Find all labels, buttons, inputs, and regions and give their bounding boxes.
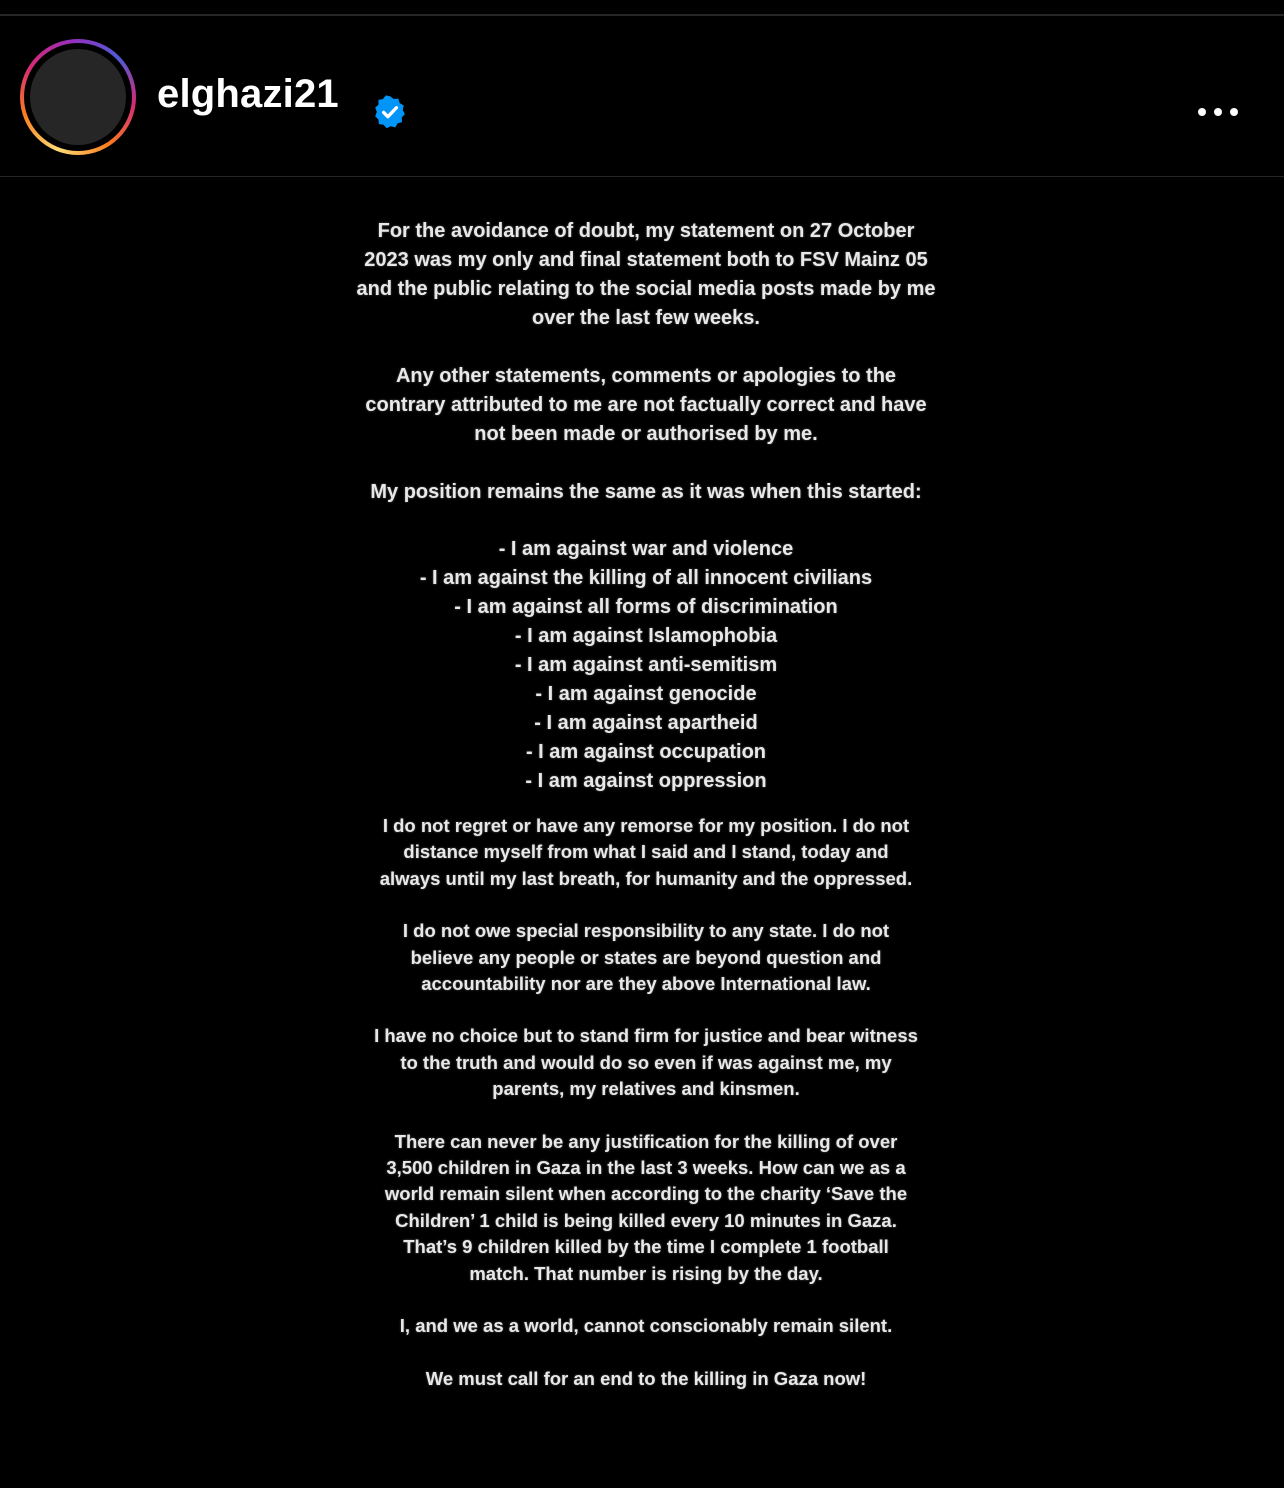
- statement-closing: We must call for an end to the killing in Gaza now!: [425, 1367, 867, 1389]
- more-options-button[interactable]: [1186, 94, 1250, 130]
- position-item: - I am against oppression: [525, 770, 767, 792]
- avatar[interactable]: [30, 49, 126, 145]
- post-header: [0, 16, 1284, 176]
- position-item: - I am against occupation: [525, 741, 767, 763]
- avatar-gap: [24, 43, 132, 151]
- post-image[interactable]: [0, 177, 1284, 1488]
- more-horizontal-icon-dot: [1230, 108, 1238, 116]
- position-item: - I am against genocide: [535, 683, 757, 705]
- statement-paragraph: Any other statements, comments or apologies to the contrary attributed to me are not factually correct and have not been made or authorised by me.: [365, 365, 927, 445]
- position-list: [292, 535, 1000, 796]
- statement-paragraph: I have no choice but to stand firm for justice and bear witness to the truth and would do so even if was against me, my parents, my relatives and kinsmen.: [374, 1025, 918, 1100]
- statement-paragraph: I do not owe special responsibility to any state. I do not believe any people or states are beyond question and accountability nor are they above International law.: [402, 920, 890, 995]
- position-item: - I am against anti-semitism: [514, 654, 778, 676]
- username-link[interactable]: elghazi21: [157, 72, 339, 116]
- more-horizontal-icon-dot: [1214, 108, 1222, 116]
- position-heading: My position remains the same as it was when this started:: [370, 481, 922, 503]
- statement-paragraph: I do not regret or have any remorse for my position. I do not distance myself from what I said and I stand, today and always until my last breath, for humanity and the oppressed.: [379, 815, 913, 889]
- more-horizontal-icon: [1198, 108, 1206, 116]
- statement-text: [292, 217, 1000, 1392]
- position-item: - I am against the killing of all innocent civilians: [419, 567, 873, 589]
- position-item: - I am against all forms of discrimination: [454, 596, 838, 618]
- position-item: - I am against Islamophobia: [514, 625, 778, 647]
- verified-badge-icon: [373, 95, 407, 129]
- position-item: - I am against apartheid: [534, 712, 758, 734]
- position-item: - I am against war and violence: [498, 538, 794, 560]
- story-ring[interactable]: [20, 39, 136, 155]
- statement-paragraph: There can never be any justification for the killing of over 3,500 children in Gaza in the last 3 weeks. How can we as a world remain silent when according to the charity ‘Save the Children’ 1 child is being killed every 10 minutes in Gaza. That’s 9 children killed by the time I complete 1 football match. That number is rising by the day.: [384, 1130, 908, 1284]
- statement-paragraph: I, and we as a world, cannot conscionably remain silent.: [399, 1315, 893, 1337]
- statement-paragraph: For the avoidance of doubt, my statement on 27 October 2023 was my only and final statement both to FSV Mainz 05 and the public relating to the social media posts made by me over the last few weeks.: [356, 220, 936, 329]
